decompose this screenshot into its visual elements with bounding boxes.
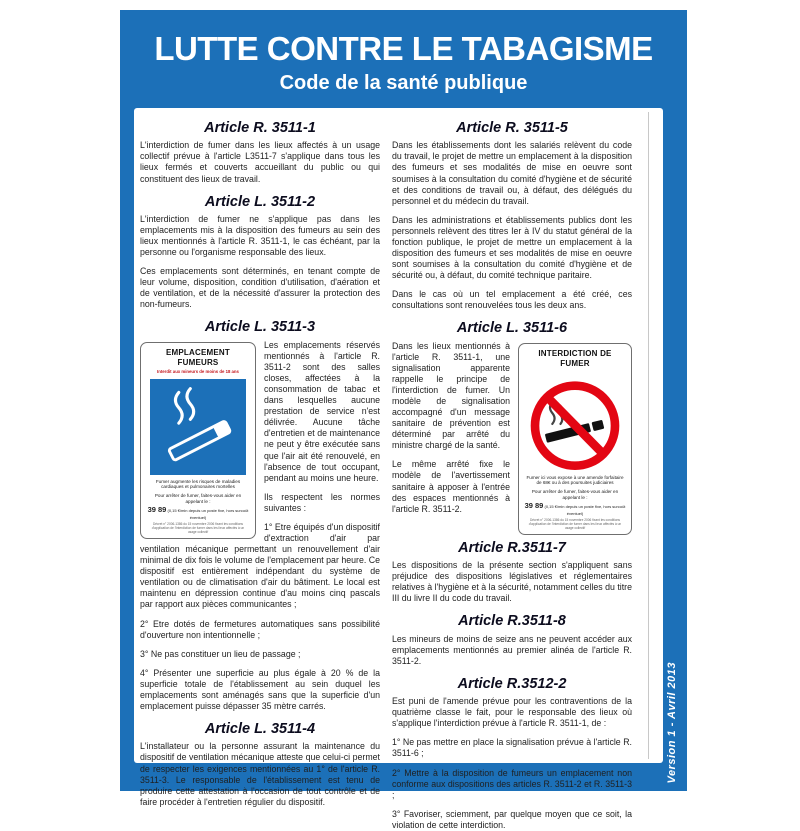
phone-number: 39 89 xyxy=(147,505,167,515)
article-heading: Article L. 3511-6 xyxy=(456,320,568,337)
article-heading: Article L. 3511-4 xyxy=(204,721,316,738)
article-paragraph: Est puni de l'amende prévue pour les contraventions de la quatrième classe le fait, pour le responsable des lieux où s'applique l'interdiction prévue à l'article R. 3511-1, de : xyxy=(392,696,632,729)
sign-subtitle: Interdit aux mineurs de moins de 18 ans xyxy=(157,369,239,375)
poster-title: LUTTE CONTRE LE TABAGISME xyxy=(154,30,653,67)
sign-help-text: Pour arrêter de fumer, faites-vous aider en appelant le : xyxy=(531,488,619,500)
sign-decree-text: Décret n° 2006-1386 du 15 novembre 2006 fixant les conditions d'application de l'interdiction de fumer dans les lieux affectés à un usage collectif xyxy=(528,517,622,530)
article-heading: Article R.3512-2 xyxy=(457,675,567,692)
article-heading: Article L. 3511-3 xyxy=(204,319,316,336)
article-paragraph: Le même arrêté fixe le modèle de l'avertissement sanitaire à apposer à l'entrée des espaces mentionnés à l'article R. 3511-2. xyxy=(392,459,510,514)
sign-phone-line xyxy=(145,505,251,519)
left-column xyxy=(140,116,380,807)
sign-title: EMPLACEMENT FUMEURS xyxy=(166,347,230,367)
poster-header xyxy=(120,10,687,108)
sign-help-text: Pour arrêter de fumer, faites-vous aider en appelant le : xyxy=(154,492,242,504)
sign-phone-line xyxy=(523,501,627,515)
article-paragraph: L'interdiction de fumer dans les lieux affectés à un usage collectif prévue à l'article L3511-7 s'applique dans tous les lieux fermés et couverts accueillant du public ou qui constituent des lieux de travail. xyxy=(140,140,380,184)
content-panel xyxy=(134,108,663,830)
article-list-item: 1° Etre équipés d'un dispositif d'extraction d'air par ventilation mécanique permettant un renouvellement d'air minimal de dix fois le volume de l'emplacement par heure. Ce dispositif est entièrement indépendant du système de ventilation ou de climatisation d'air du bâtiment. Le local est maintenu en dépression continue d'au moins cinq pascals par rapport aux pièces communicantes ; xyxy=(140,521,380,610)
article-paragraph: Dans les administrations et établissements publics dont les personnels relèvent des titres Ier à IV du statut général de la fonction publique, le projet de mettre un emplacement à la disposition des fumeurs et ses modalités de mise en oeuvre sont soumises à la consultation du comité d'hygiène et de sécurité ou, à défaut, du comité technique paritaire. xyxy=(392,214,632,281)
phone-note: (0,15 €/min depuis un poste fixe, hors surcoût éventuel) xyxy=(544,504,626,516)
article-heading: Article L. 3511-2 xyxy=(204,193,316,210)
article-heading: Article R. 3511-5 xyxy=(456,120,568,136)
article-list-item: 1° Ne pas mettre en place la signalisation prévue à l'article R. 3511-6 ; xyxy=(392,737,632,759)
article-paragraph: Les emplacements réservés mentionnés à l'article R. 3511-2 sont des salles closes, affectées à la consommation de tabac et dans lesquelles aucune prestation de service n'est délivrée. Aucune tâche d'entretien et de maintenance ne peut y être exécutée sans que l'air ait été renouvelé, en l'absence de tout occupant, pendant au moins une heure. xyxy=(264,339,380,483)
emplacement-fumeurs-sign xyxy=(140,342,256,539)
article-heading: Article R.3511-8 xyxy=(458,613,566,630)
article-paragraph: Les mineurs de moins de seize ans ne peuvent accéder aux emplacements mentionnés au premier alinéa de l'article R. 3511-2. xyxy=(392,633,632,666)
article-paragraph: L'installateur ou la personne assurant la maintenance du dispositif de ventilation mécanique atteste que celui-ci permet de respecter les exigences mentionnées au 1° de l'article R. 3511-3. Le responsable de l'établissement est tenu de produire cette attestation à l'occasion de tout contrôle et de faire procéder à l'entretien régulier du dispositif. xyxy=(140,741,380,807)
sign-decree-text: Décret n° 2006-1386 du 15 novembre 2006 fixant les conditions d'application de l'interdiction de fumer dans les lieux affectés à un usage collectif xyxy=(151,521,245,534)
sign-title: INTERDICTION DE FUMER xyxy=(538,348,612,368)
sign-warning-text: Fumer ici vous expose à une amende forfaitaire de 68€ ou à des poursuites judiciaires xyxy=(526,474,624,486)
article-paragraph: Les dispositions de la présente section s'appliquent sans préjudice des dispositions législatives et réglementaires relatives à l'hygiène et à la sécurité, notamment celles du titre III du livre II du code du travail. xyxy=(392,560,632,604)
phone-number: 39 89 xyxy=(524,501,544,511)
article-paragraph: Dans les établissements dont les salariés relèvent du code du travail, le projet de mettre un emplacement à la disposition des fumeurs et ses modalités de mise en oeuvre sont soumises à la consultation du comité d'hygiène et de sécurité et des conditions de travail ou, à défaut, des délégués du personnel et du médecin du travail. xyxy=(392,140,632,206)
article-list-item: 4° Présenter une superficie au plus égale à 20 % de la superficie totale de l'établissement au sein duquel les emplacements sont aménagés sans que la superficie d'un emplacement puisse dépasser 35 mètre carrés. xyxy=(140,667,380,711)
phone-note: (0,15 €/min depuis un poste fixe, hors surcoût éventuel) xyxy=(167,508,249,520)
article-paragraph: L'interdiction de fumer ne s'applique pas dans les emplacements mis à la disposition des fumeurs au sein des lieux mentionnés à l'article R. 3511-1, le cas échéant, par la personne ou l'organisme responsable des lieux. xyxy=(140,213,380,258)
no-smoking-icon xyxy=(525,373,625,473)
article-paragraph: Dans le cas où un tel emplacement a été créé, ces consultations sont renouvelées tous les deux ans. xyxy=(392,289,632,311)
sign-warning-text: Fumer augmente les risques de maladies cardiaques et pulmonaires mortelles xyxy=(155,478,241,490)
article-paragraph: Ces emplacements sont déterminés, en tenant compte de leur volume, disposition, condition d'utilisation, d'aération et de ventilation, et de la nécessité d'assurer la protection des non-fumeurs. xyxy=(140,266,380,310)
article-list-item: 3° Favoriser, sciemment, par quelque moyen que ce soit, la violation de cette interdiction. xyxy=(392,808,632,830)
article-list-item: 2° Mettre à la disposition de fumeurs un emplacement non conforme aux dispositions des articles R. 3511-2 et R. 3511-3 ; xyxy=(392,767,632,800)
version-label: Version 1 - Avril 2013 xyxy=(666,661,678,783)
article-paragraph: Ils respectent les normes suivantes : xyxy=(264,491,380,513)
article-list-item: 2° Etre dotés de fermetures automatiques sans possibilité d'ouverture non intentionnelle ; xyxy=(140,618,380,640)
anti-smoking-poster xyxy=(120,10,687,830)
article-paragraph: Dans les lieux mentionnés à l'article R. 3511-1, une signalisation apparente rappelle le principe de l'interdiction de fumer. Un modèle de signalisation accompagné d'un message sanitaire de prévention est déterminé par arrêté du ministre chargé de la santé. xyxy=(392,340,510,451)
interdiction-de-fumer-sign xyxy=(518,343,632,535)
article-heading: Article R.3511-7 xyxy=(458,539,566,556)
poster-subtitle: Code de la santé publique xyxy=(279,72,528,94)
article-list-item: 3° Ne pas constituer un lieu de passage ; xyxy=(140,648,301,659)
article-heading: Article R. 3511-1 xyxy=(204,120,316,136)
smoking-area-icon xyxy=(150,379,246,475)
right-column xyxy=(392,116,632,830)
